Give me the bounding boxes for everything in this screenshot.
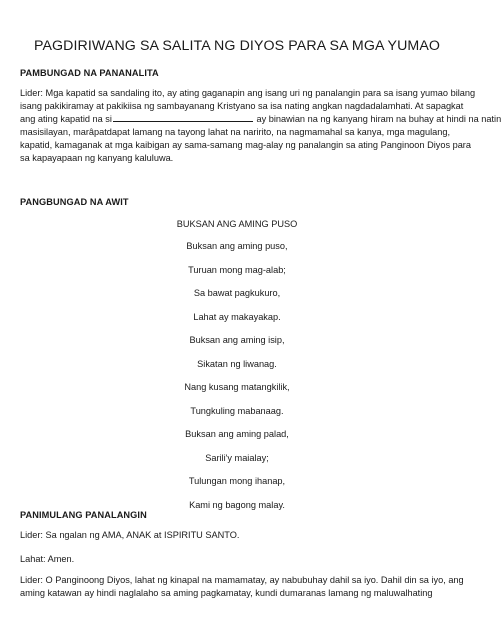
song-line: Buksan ang aming puso, [186,241,288,251]
intro-line-end: ay binawian na ng kanyang hiram na buhay at hindi na natin [256,114,501,125]
prayer-paragraph [20,574,464,600]
prayer-leader-line: Lider: Sa ngalan ng AMA, ANAK at ISPIRITU SANTO. [20,530,240,540]
intro-paragraph [20,87,501,166]
document-title: PAGDIRIWANG SA SALITA NG DIYOS PARA SA MGA YUMAO [33,38,441,54]
song-line: Buksan ang aming palad, [185,429,289,439]
intro-line: masisilayan, marâpatdapat lamang na tayong lahat na naririto, na nagmamahal sa kanya, mga magulang, [20,127,451,138]
intro-line: Lider: Mga kapatid sa sandaling ito, ay ating gaganapin ang isang uri ng panalangin para sa isang yumao bilang [20,88,476,98]
name-blank-line [113,113,253,122]
intro-line: sa kapayapaan ng kanyang kaluluwa. [20,153,174,164]
song-heading: PANGBUNGAD NA AWIT [20,197,129,207]
song-line: Sikatan ng liwanag. [197,358,277,369]
song-line: Kami ng bagong malay. [189,499,285,510]
song-line: Turuan mong mag-alab; [188,264,286,275]
song-line: Buksan ang aming isip, [189,335,285,345]
song-line: Tungkuling mabanaag. [190,405,284,416]
song-line: Nang kusang matangkilik, [184,382,290,392]
intro-line-start: ang ating kapatid na si [20,114,112,125]
song-line: Lahat ay makayakap. [193,311,281,322]
prayer-line: aming katawan ay hindi naglalaho sa aming pagkamatay, kundi dumaranas lamang ng maluwalhating [20,588,433,599]
song-title: BUKSAN ANG AMING PUSO [176,219,298,229]
prayer-heading: PANIMULANG PANALANGIN [20,510,147,520]
intro-heading: PAMBUNGAD NA PANANALITA [20,68,159,78]
intro-line: kapatid, kamaganak at mga kaibigan ay sama-samang mag-alay ng panalangin sa ating Panginoon Diyos para [20,140,471,151]
song-line: Sarili'y maialay; [205,452,269,463]
prayer-response-line: Lahat: Amen. [20,554,75,564]
intro-line-with-blank [20,113,501,126]
song-line: Tulungan mong ihanap, [188,476,286,486]
prayer-line: Lider: O Panginoong Diyos, lahat ng kinapal na mamamatay, ay nabubuhay dahil sa iyo. Dahil din sa iyo, ang [20,575,464,585]
intro-line: isang pakikiramay at pakikiisa ng sambayanang Kristyano sa isa nating angkan nagdadalamhati. At sapagkat [20,101,464,112]
song-line: Sa bawat pagkukuro, [193,288,281,298]
